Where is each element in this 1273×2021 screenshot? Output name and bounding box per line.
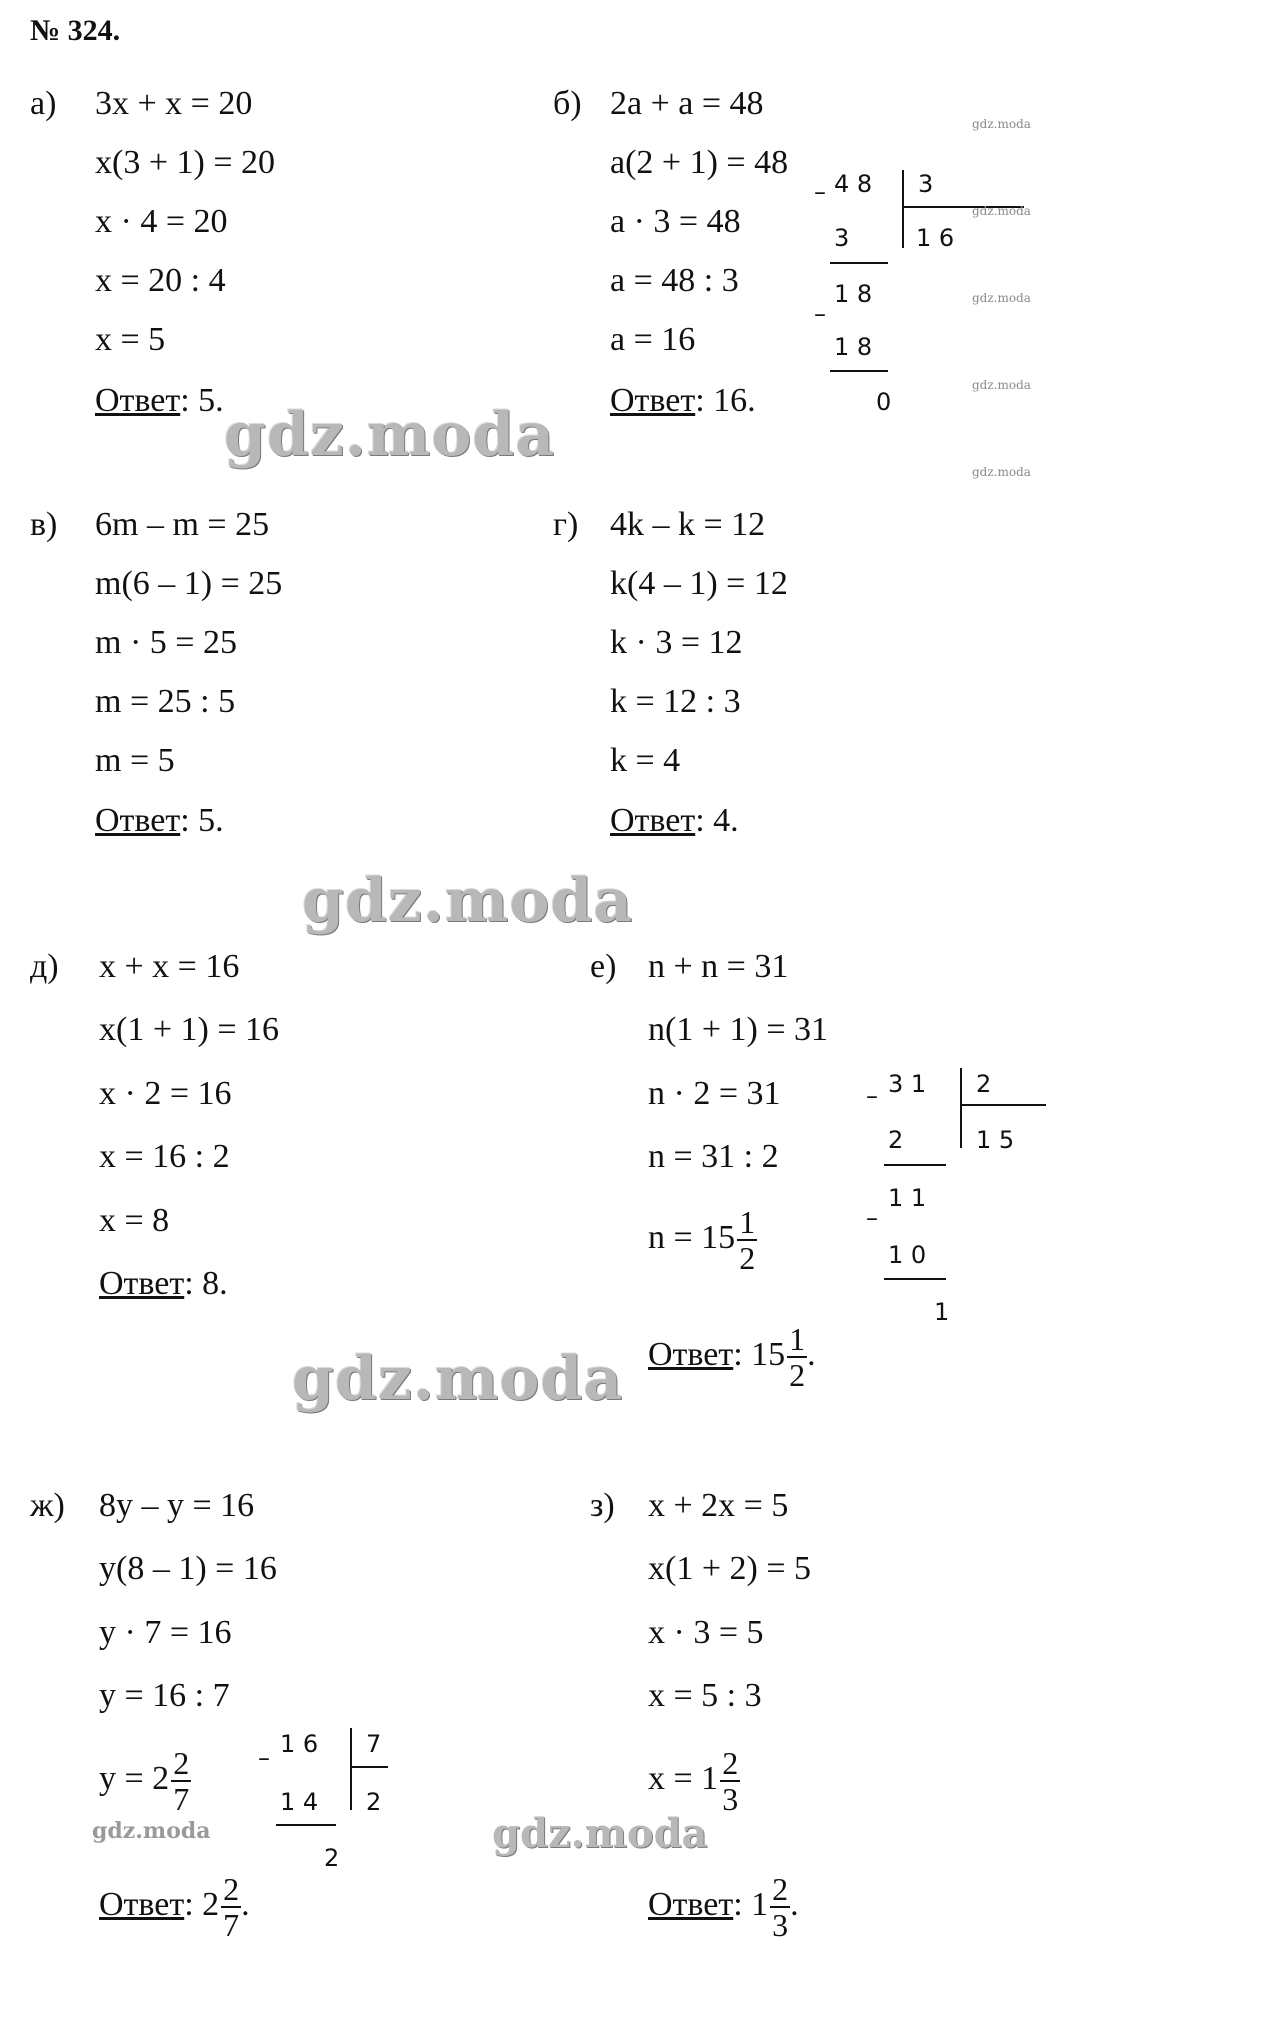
task-d-line-1: x + x = 16: [99, 948, 240, 985]
task-a-label: а): [30, 85, 57, 122]
task-v-line-2: m(6 – 1) = 25: [95, 565, 283, 602]
division-line-1: [276, 1824, 336, 1826]
task-g-answer: [610, 801, 739, 841]
task-e-line-5: [648, 1205, 757, 1275]
task-g-line-5: k = 4: [610, 742, 681, 779]
division-quotient: 1 6: [916, 224, 955, 252]
task-b-line-2: a(2 + 1) = 48: [610, 144, 789, 181]
fraction: [770, 1872, 790, 1942]
fraction-denominator: 7: [223, 1907, 240, 1943]
division-result: 1: [934, 1298, 950, 1326]
mixed-number-whole: : 1: [733, 1885, 769, 1923]
division-minus-2: –: [814, 300, 826, 328]
watermark-tiny: gdz.moda: [972, 378, 1031, 392]
task-d-answer-value: : 8.: [184, 1265, 228, 1302]
task-a-line-5: x = 5: [95, 321, 166, 358]
answer-end: .: [807, 1335, 816, 1373]
task-a-answer-value: : 5.: [180, 382, 224, 419]
answer-word: Ответ: [99, 1885, 185, 1923]
division-minus-1: –: [866, 1082, 878, 1110]
watermark-tiny: gdz.moda: [972, 204, 1031, 218]
answer-word: Ответ: [648, 1885, 734, 1923]
task-z-answer: [648, 1872, 799, 1942]
task-zh-line-5: [99, 1746, 191, 1816]
task-zh-line-3: y · 7 = 16: [99, 1614, 232, 1651]
division-divisor-line: [352, 1766, 388, 1768]
task-b-label: б): [553, 85, 582, 122]
task-v-line-3: m · 5 = 25: [95, 624, 237, 661]
answer-word: Ответ: [610, 382, 696, 419]
task-e-line-3: n · 2 = 31: [648, 1075, 781, 1112]
watermark-tiny: gdz.moda: [972, 465, 1031, 479]
division-line-2: [830, 370, 888, 372]
task-v-line-4: m = 25 : 5: [95, 683, 236, 720]
task-g-line-2: k(4 – 1) = 12: [610, 565, 788, 602]
division-result: 0: [876, 388, 892, 416]
answer-word: Ответ: [95, 802, 181, 839]
division-divisor-line: [962, 1104, 1046, 1106]
task-a-line-3: x · 4 = 20: [95, 203, 228, 240]
task-d-line-4: x = 16 : 2: [99, 1138, 230, 1175]
mixed-number-whole: : 15: [733, 1335, 786, 1373]
task-zh-line-2: y(8 – 1) = 16: [99, 1550, 277, 1587]
fraction: [221, 1872, 241, 1942]
task-z-line-1: x + 2x = 5: [648, 1487, 789, 1524]
task-b-answer-value: : 16.: [695, 382, 756, 419]
fraction-numerator: 1: [739, 1204, 756, 1240]
division-remainder-1: 1 8: [834, 280, 873, 308]
answer-word: Ответ: [648, 1335, 734, 1373]
task-e-line-1: n + n = 31: [648, 948, 789, 985]
task-a-line-1: 3x + x = 20: [95, 85, 253, 122]
division-result: 2: [324, 1844, 340, 1872]
fraction-numerator: 2: [173, 1745, 190, 1781]
division-divisor: 7: [366, 1730, 382, 1758]
division-step-2: 1 8: [834, 333, 873, 361]
task-v-answer-value: : 5.: [180, 802, 224, 839]
task-v-line-5: m = 5: [95, 742, 175, 779]
division-remainder-1: 1 1: [888, 1184, 927, 1212]
watermark-logo: gdz.moda: [224, 400, 556, 470]
task-d-line-5: x = 8: [99, 1202, 170, 1239]
task-v-label: в): [30, 506, 58, 543]
task-d-label: д): [30, 948, 59, 985]
division-bar: [350, 1728, 352, 1810]
task-a-line-4: x = 20 : 4: [95, 262, 226, 299]
task-e-line-2: n(1 + 1) = 31: [648, 1011, 828, 1048]
task-z-line-5: [648, 1746, 740, 1816]
watermark-logo: gdz.moda: [492, 1810, 708, 1857]
division-dividend: 1 6: [280, 1730, 319, 1758]
task-z-label: з): [590, 1487, 615, 1524]
task-zh-label: ж): [30, 1487, 65, 1524]
task-e-line-4: n = 31 : 2: [648, 1138, 779, 1175]
task-z-line-2: x(1 + 2) = 5: [648, 1550, 811, 1587]
division-minus-2: –: [866, 1204, 878, 1232]
task-b-line-4: a = 48 : 3: [610, 262, 739, 299]
task-v-line-1: 6m – m = 25: [95, 506, 270, 543]
fraction: [737, 1205, 757, 1275]
mixed-number-whole: y = 2: [99, 1759, 170, 1797]
answer-word: Ответ: [610, 802, 696, 839]
watermark-tiny: gdz.moda: [972, 291, 1031, 305]
task-d-line-2: x(1 + 1) = 16: [99, 1011, 279, 1048]
task-g-line-3: k · 3 = 12: [610, 624, 743, 661]
task-b-answer: [610, 381, 756, 421]
division-step-1: 3: [834, 224, 850, 252]
answer-end: .: [790, 1885, 799, 1923]
task-g-line-1: 4k – k = 12: [610, 506, 766, 543]
division-divisor: 2: [976, 1070, 992, 1098]
fraction-denominator: 2: [789, 1357, 806, 1393]
division-quotient: 2: [366, 1788, 382, 1816]
watermark-tiny: gdz.moda: [972, 117, 1031, 131]
task-e-answer: [648, 1322, 816, 1392]
fraction-denominator: 3: [772, 1907, 789, 1943]
division-bar: [902, 170, 904, 248]
fraction-denominator: 2: [739, 1240, 756, 1276]
task-zh-answer: [99, 1872, 250, 1942]
mixed-number-whole: n = 15: [648, 1218, 736, 1256]
division-divisor: 3: [918, 170, 934, 198]
division-line-1: [830, 262, 888, 264]
fraction-numerator: 2: [223, 1871, 240, 1907]
answer-word: Ответ: [99, 1265, 185, 1302]
fraction-denominator: 7: [173, 1781, 190, 1817]
task-d-answer: [99, 1264, 228, 1304]
fraction: [787, 1322, 807, 1392]
fraction-denominator: 3: [722, 1781, 739, 1817]
fraction: [720, 1746, 740, 1816]
task-g-line-4: k = 12 : 3: [610, 683, 741, 720]
task-e-label: е): [590, 948, 617, 985]
task-zh-line-1: 8y – y = 16: [99, 1487, 255, 1524]
watermark-logo-small: gdz.moda: [92, 1818, 211, 1844]
fraction-numerator: 2: [772, 1871, 789, 1907]
watermark-logo: gdz.moda: [302, 866, 634, 936]
division-minus-1: –: [258, 1744, 270, 1772]
task-g-label: г): [553, 506, 579, 543]
fraction-numerator: 1: [789, 1321, 806, 1357]
task-g-answer-value: : 4.: [695, 802, 739, 839]
task-b-line-3: a · 3 = 48: [610, 203, 741, 240]
task-b-line-5: a = 16: [610, 321, 696, 358]
division-bar: [960, 1068, 962, 1148]
division-step-2: 1 0: [888, 1241, 927, 1269]
task-b-line-1: 2a + a = 48: [610, 85, 764, 122]
division-dividend: 3 1: [888, 1070, 927, 1098]
task-zh-line-4: y = 16 : 7: [99, 1677, 230, 1714]
problem-number: № 324.: [30, 14, 121, 47]
task-z-line-3: x · 3 = 5: [648, 1614, 764, 1651]
mixed-number-whole: : 2: [184, 1885, 220, 1923]
answer-word: Ответ: [95, 382, 181, 419]
answer-end: .: [241, 1885, 250, 1923]
division-line-1: [884, 1164, 946, 1166]
division-line-2: [884, 1278, 946, 1280]
division-minus-1: –: [814, 178, 826, 206]
division-step-1: 2: [888, 1126, 904, 1154]
fraction-numerator: 2: [722, 1745, 739, 1781]
task-a-line-2: x(3 + 1) = 20: [95, 144, 275, 181]
division-dividend: 4 8: [834, 170, 873, 198]
task-d-line-3: x · 2 = 16: [99, 1075, 232, 1112]
task-a-answer: [95, 381, 224, 421]
task-z-line-4: x = 5 : 3: [648, 1677, 762, 1714]
division-quotient: 1 5: [976, 1126, 1015, 1154]
task-v-answer: [95, 801, 224, 841]
watermark-logo: gdz.moda: [292, 1344, 624, 1414]
mixed-number-whole: x = 1: [648, 1759, 719, 1797]
fraction: [171, 1746, 191, 1816]
division-step-1: 1 4: [280, 1788, 319, 1816]
